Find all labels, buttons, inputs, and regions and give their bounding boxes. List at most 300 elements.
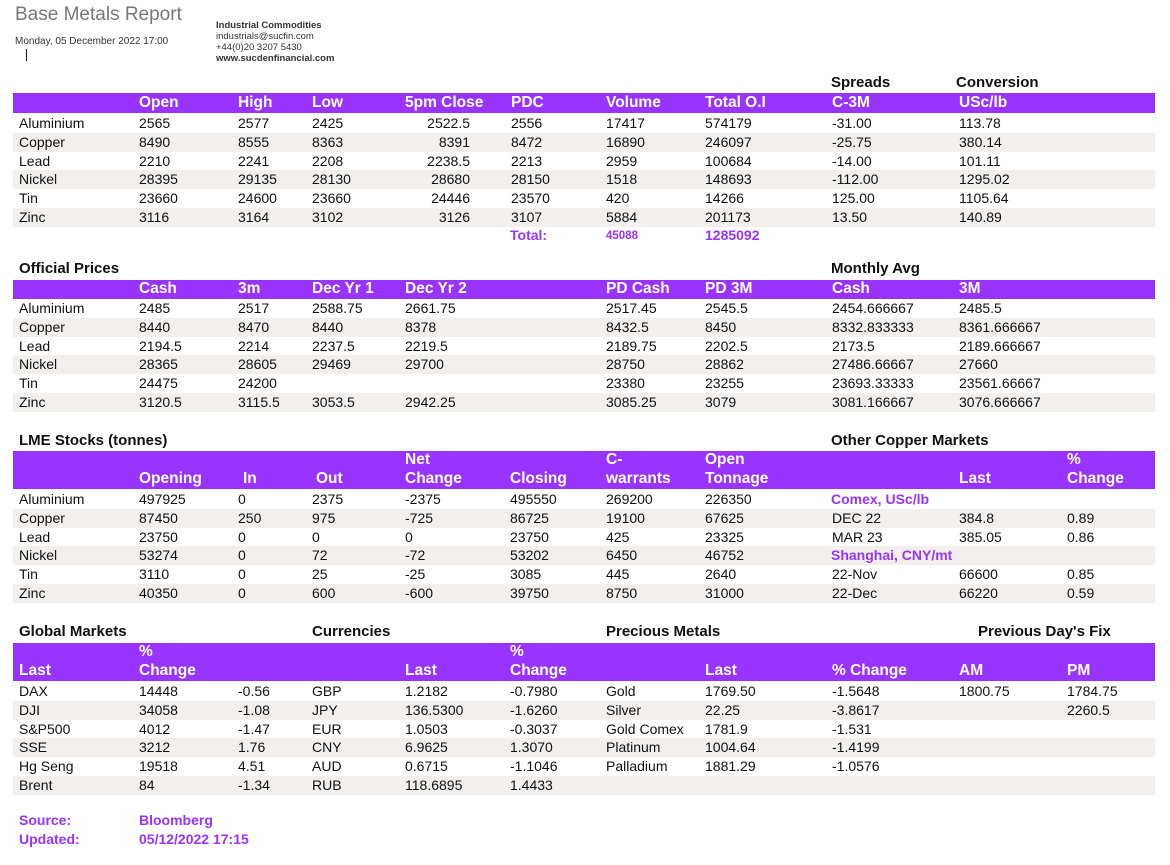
value-cell: 8440	[139, 318, 171, 335]
value-cell: 975	[312, 509, 336, 526]
value-cell: 53274	[139, 547, 178, 564]
report-datetime: Monday, 05 December 2022 17:00	[15, 36, 169, 47]
column-header: Net	[405, 451, 430, 468]
value-cell: 29700	[405, 356, 444, 373]
value-cell: 28750	[606, 356, 645, 373]
column-header: C-	[606, 451, 623, 468]
index-pct: 1.76	[238, 739, 266, 756]
value-cell: 24200	[238, 375, 277, 392]
global-header-bar	[13, 643, 1155, 681]
monthly-avg-label: Monthly Avg	[831, 260, 920, 277]
value-cell: 31000	[705, 585, 744, 601]
contact-email[interactable]: industrials@sucfin.com	[216, 31, 314, 42]
metal-row	[13, 490, 1155, 509]
pct-change: 0.86	[1067, 528, 1095, 545]
other-copper-title: Other Copper Markets	[831, 432, 989, 449]
column-header: PDC	[511, 94, 544, 111]
value-cell: 2194.5	[139, 337, 182, 354]
precious-metals-title: Precious Metals	[606, 623, 721, 640]
column-header: 3m	[238, 280, 261, 297]
value-cell: 46752	[705, 547, 744, 564]
page-title: Base Metals Report	[15, 4, 182, 25]
value-cell: 23380	[606, 375, 645, 392]
metal-name: Lead	[19, 528, 51, 545]
value-cell: 600	[312, 585, 336, 601]
metal-name: Zinc	[19, 209, 46, 225]
column-header: %	[510, 643, 524, 660]
value-cell: 8472	[511, 133, 543, 150]
value-cell: 2517	[238, 300, 270, 316]
prices-header-bar	[13, 93, 1155, 113]
value-cell: 100684	[705, 152, 752, 169]
value-cell: 3120.5	[139, 394, 182, 410]
currency-last: 118.6895	[405, 777, 463, 793]
value-cell: 2942.25	[405, 394, 456, 410]
metal-row	[13, 299, 1155, 318]
value-cell: 3164	[238, 209, 270, 225]
value-cell: 2202.5	[705, 337, 748, 354]
metal-row	[13, 509, 1155, 528]
value-cell: 2517.45	[606, 300, 657, 316]
column-header: AM	[959, 662, 984, 679]
value-cell: 23660	[139, 190, 178, 207]
metal-pct: -1.531	[832, 720, 872, 737]
column-header: Last	[705, 662, 737, 679]
metal-row	[13, 208, 1155, 227]
pct-change: 0.89	[1067, 509, 1095, 526]
metal-name: Silver	[606, 701, 642, 718]
value-cell: 25	[312, 566, 328, 583]
value-cell: 87450	[139, 509, 178, 526]
source-label: Source:	[19, 812, 72, 828]
value-cell: 113.78	[959, 115, 1001, 131]
value-cell: 3085	[510, 566, 542, 583]
value-cell: 24475	[139, 375, 178, 392]
value-cell: 2425	[312, 115, 344, 131]
column-header: PD Cash	[606, 280, 670, 297]
currency-pct: -0.3037	[510, 720, 558, 737]
metal-row	[13, 374, 1155, 393]
last-value: 384.8	[959, 509, 995, 526]
column-header: Change	[139, 662, 196, 679]
metal-name: Copper	[19, 509, 65, 526]
metal-row	[13, 152, 1155, 171]
value-cell: 8490	[139, 133, 171, 150]
value-cell: -600	[405, 585, 434, 601]
value-cell: 2219.5	[405, 337, 448, 354]
metal-last: 1004.64	[705, 739, 756, 756]
metal-name: Zinc	[19, 585, 46, 601]
value-cell: -112.00	[832, 171, 879, 188]
contact-web[interactable]: www.sucdenfinancial.com	[216, 53, 335, 64]
value-cell: 29469	[312, 356, 351, 373]
value-cell: 28130	[312, 171, 351, 188]
value-cell: 86725	[510, 509, 549, 526]
value-cell: 16890	[606, 133, 645, 150]
market-row	[13, 701, 1155, 720]
currency-name: EUR	[312, 720, 342, 737]
metal-row	[13, 170, 1155, 189]
currency-last: 1.2182	[405, 683, 448, 699]
global-markets-title: Global Markets	[19, 623, 127, 640]
pct-change: 0.85	[1067, 566, 1095, 583]
market-row	[13, 738, 1155, 757]
value-cell: 3053.5	[312, 394, 355, 410]
metal-name: Nickel	[19, 356, 58, 373]
value-cell: 27660	[959, 356, 998, 373]
metal-name: Aluminium	[19, 491, 85, 507]
close-value: 2238.5	[427, 152, 470, 169]
value-cell: 27486.66667	[832, 356, 914, 373]
metal-row	[13, 393, 1155, 412]
value-cell: 13.50	[832, 209, 868, 225]
value-cell: 0	[238, 585, 246, 601]
last-value: 66220	[959, 585, 998, 601]
contract-name: DEC 22	[832, 509, 882, 526]
column-header: Change	[510, 662, 567, 679]
metal-name: Copper	[19, 133, 65, 150]
currency-name: CNY	[312, 739, 342, 756]
column-header: % Change	[832, 662, 907, 679]
index-pct: 4.51	[238, 758, 266, 775]
currency-pct: -1.1046	[510, 758, 558, 775]
fix-am: 1800.75	[959, 683, 1010, 699]
value-cell: 72	[312, 547, 328, 564]
value-cell: 3102	[312, 209, 344, 225]
metal-row	[13, 133, 1155, 152]
value-cell: 420	[606, 190, 630, 207]
value-cell: 101.11	[959, 152, 1001, 169]
index-last: 34058	[139, 701, 178, 718]
market-label: Shanghai, CNY/mt	[831, 547, 953, 564]
value-cell: 5884	[606, 209, 638, 225]
index-last: 3212	[139, 739, 171, 756]
value-cell: 2237.5	[312, 337, 355, 354]
metal-row	[13, 318, 1155, 337]
metal-row	[13, 189, 1155, 208]
close-value: 24446	[431, 190, 470, 207]
currency-pct: -0.7980	[510, 683, 558, 699]
value-cell: 8378	[405, 318, 437, 335]
metal-name: Nickel	[19, 171, 58, 188]
currency-last: 0.6715	[405, 758, 448, 775]
value-cell: 3110	[139, 566, 170, 583]
value-cell: 2210	[139, 152, 171, 169]
value-cell: 28365	[139, 356, 178, 373]
metal-name: Lead	[19, 152, 51, 169]
column-header: Change	[1067, 470, 1124, 487]
market-label: Comex, USc/lb	[831, 491, 930, 507]
metal-name: Nickel	[19, 547, 58, 564]
value-cell: 125.00	[832, 190, 875, 207]
value-cell: 23660	[312, 190, 351, 207]
value-cell: 3081.166667	[832, 394, 914, 410]
column-header: High	[238, 94, 273, 111]
metal-last: 1769.50	[705, 683, 756, 699]
metal-last: 22.25	[705, 701, 741, 718]
value-cell: 2485	[139, 300, 171, 316]
value-cell: 8555	[238, 133, 270, 150]
column-header: Low	[312, 94, 343, 111]
index-name: S&P500	[19, 720, 71, 737]
value-cell: 0	[312, 528, 320, 545]
contact-block	[216, 20, 334, 64]
currency-last: 6.9625	[405, 739, 448, 756]
value-cell: -2375	[405, 491, 441, 507]
metal-row	[13, 546, 1155, 565]
value-cell: 14266	[705, 190, 744, 207]
updated-value: 05/12/2022 17:15	[139, 831, 249, 847]
metal-name: Tin	[19, 566, 38, 583]
lme-stocks-title: LME Stocks (tonnes)	[19, 432, 168, 449]
metal-pct: -1.5648	[832, 683, 880, 699]
value-cell: 8361.666667	[959, 318, 1041, 335]
value-cell: 425	[606, 528, 630, 545]
index-last: 14448	[139, 683, 178, 699]
index-last: 4012	[139, 720, 171, 737]
metal-pct: -3.8617	[832, 701, 880, 718]
column-header: Dec Yr 1	[312, 280, 374, 297]
metal-last: 1781.9	[705, 720, 748, 737]
fix-pm: 2260.5	[1067, 701, 1110, 718]
index-name: DAX	[19, 683, 48, 699]
value-cell: 19100	[606, 509, 645, 526]
currency-name: AUD	[312, 758, 342, 775]
column-header: Cash	[139, 280, 177, 297]
value-cell: 2189.75	[606, 337, 657, 354]
currency-name: GBP	[312, 683, 342, 699]
fix-pm: 1784.75	[1067, 683, 1118, 699]
index-name: Hg Seng	[19, 758, 74, 775]
market-row	[13, 776, 1155, 795]
stocks-header-bar	[13, 451, 1155, 489]
value-cell: 24600	[238, 190, 277, 207]
value-cell: 495550	[510, 491, 557, 507]
close-value: 8391	[438, 133, 470, 150]
index-last: 84	[139, 777, 155, 793]
value-cell: 201173	[705, 209, 751, 225]
value-cell: 40350	[139, 585, 178, 601]
value-cell: 0	[238, 491, 246, 507]
value-cell: -72	[405, 547, 426, 564]
value-cell: 2375	[312, 491, 344, 507]
currency-pct: 1.3070	[510, 739, 553, 756]
value-cell: 23570	[511, 190, 550, 207]
contract-name: 22-Nov	[832, 566, 878, 583]
column-header: USc/lb	[959, 94, 1008, 111]
last-value: 385.05	[959, 528, 1002, 545]
value-cell: 2214	[238, 337, 270, 354]
value-cell: 2959	[606, 152, 638, 169]
value-cell: 8332.833333	[832, 318, 914, 335]
column-header: Open	[139, 94, 179, 111]
metal-name: Platinum	[606, 739, 661, 756]
metal-name: Palladium	[606, 758, 668, 775]
value-cell: 1105.64	[959, 190, 1009, 207]
value-cell: 6450	[606, 547, 638, 564]
value-cell: 2485.5	[959, 300, 1002, 316]
value-cell: 8432.5	[606, 318, 649, 335]
metal-name: Gold	[606, 683, 636, 699]
metal-pct: -1.4199	[832, 739, 880, 756]
value-cell: 8750	[606, 585, 638, 601]
value-cell: 28395	[139, 171, 178, 188]
close-value: 28680	[431, 171, 470, 188]
value-cell: 2545.5	[705, 300, 748, 316]
value-cell: 29135	[238, 171, 277, 188]
value-cell: 226350	[705, 491, 752, 507]
market-row	[13, 757, 1155, 776]
value-cell: 8440	[312, 318, 344, 335]
value-cell: 148693	[705, 171, 752, 188]
metal-last: 1881.29	[705, 758, 756, 775]
value-cell: 8450	[705, 318, 737, 335]
value-cell: 2454.666667	[832, 300, 914, 316]
value-cell: 140.89	[959, 209, 1002, 225]
value-cell: 250	[238, 509, 262, 526]
metal-row	[13, 114, 1155, 133]
column-header: warrants	[606, 470, 671, 487]
metal-name: Tin	[19, 190, 38, 207]
column-header: Dec Yr 2	[405, 280, 467, 297]
value-cell: 2577	[238, 115, 270, 131]
currency-name: JPY	[312, 701, 338, 718]
value-cell: 0	[238, 528, 246, 545]
currency-last: 1.0503	[405, 720, 448, 737]
index-pct: -0.56	[238, 683, 270, 699]
metal-name: Gold Comex	[606, 720, 684, 737]
metal-name: Zinc	[19, 394, 46, 410]
value-cell: 28150	[511, 171, 550, 188]
index-pct: -1.08	[238, 701, 270, 718]
metal-name: Copper	[19, 318, 65, 335]
total-open-interest: 1285092	[705, 227, 760, 243]
value-cell: 0	[238, 547, 246, 564]
value-cell: 17417	[606, 115, 645, 131]
value-cell: 23693.33333	[832, 375, 914, 392]
value-cell: 3107	[511, 209, 543, 225]
value-cell: 3116	[139, 209, 170, 225]
column-header: PM	[1067, 662, 1091, 679]
value-cell: 269200	[606, 491, 653, 507]
value-cell: 1295.02	[959, 171, 1010, 188]
value-cell: 8363	[312, 133, 344, 150]
value-cell: 2588.75	[312, 300, 363, 316]
value-cell: 2241	[238, 152, 270, 169]
value-cell: 3115.5	[238, 394, 280, 410]
total-label: Total:	[510, 227, 548, 243]
currency-name: RUB	[312, 777, 342, 793]
close-value: 2522.5	[427, 115, 470, 131]
value-cell: 3079	[705, 394, 737, 410]
column-header: Change	[405, 470, 462, 487]
metal-row	[13, 565, 1155, 584]
value-cell: 2565	[139, 115, 171, 131]
index-name: Brent	[19, 777, 53, 793]
value-cell: 28605	[238, 356, 277, 373]
currency-last: 136.5300	[405, 701, 464, 718]
value-cell: 23750	[139, 528, 178, 545]
value-cell: 53202	[510, 547, 549, 564]
value-cell: -725	[405, 509, 434, 526]
value-cell: 3076.666667	[959, 394, 1041, 410]
currency-pct: 1.4433	[510, 777, 553, 793]
index-pct: -1.47	[238, 720, 270, 737]
last-value: 66600	[959, 566, 998, 583]
column-header: Closing	[510, 470, 567, 487]
value-cell: 23750	[510, 528, 549, 545]
value-cell: -14.00	[832, 152, 872, 169]
metal-row	[13, 584, 1155, 603]
market-row	[13, 720, 1155, 739]
value-cell: 2208	[312, 152, 344, 169]
metal-row	[13, 337, 1155, 356]
value-cell: 246097	[705, 133, 752, 150]
column-header: In	[243, 470, 257, 487]
column-header: Last	[959, 470, 991, 487]
value-cell: 23325	[705, 528, 744, 545]
column-header: 3M	[959, 280, 981, 297]
total-volume: 45088	[606, 230, 638, 242]
value-cell: 380.14	[959, 133, 1002, 150]
contact-phone: +44(0)20 3207 5430	[216, 42, 302, 53]
metal-name: Lead	[19, 337, 51, 354]
currency-pct: -1.6260	[510, 701, 558, 718]
metal-name: Tin	[19, 375, 38, 392]
conversion-label: Conversion	[956, 74, 1039, 91]
metal-name: Aluminium	[19, 115, 85, 131]
value-cell: 497925	[139, 491, 186, 507]
value-cell: 1518	[606, 171, 638, 188]
value-cell: 3085.25	[606, 394, 657, 410]
index-name: DJI	[19, 701, 40, 718]
index-name: SSE	[19, 739, 48, 756]
official-header-bar	[13, 280, 1155, 299]
value-cell: 0	[405, 528, 413, 545]
official-prices-title: Official Prices	[19, 260, 120, 277]
column-header: Out	[316, 470, 343, 487]
value-cell: 445	[606, 566, 630, 583]
index-pct: -1.34	[238, 777, 270, 793]
column-header: Volume	[606, 94, 661, 111]
index-last: 19518	[139, 758, 178, 775]
close-value: 3126	[438, 209, 470, 225]
column-header: Last	[19, 662, 51, 679]
market-row	[13, 682, 1155, 701]
value-cell: -25.75	[832, 133, 872, 150]
pct-change: 0.59	[1067, 585, 1095, 601]
column-header: Open	[705, 451, 745, 468]
value-cell: 8470	[238, 318, 270, 335]
header-5pm-close: 5pm Close	[405, 94, 484, 111]
column-header: PD 3M	[705, 280, 753, 297]
value-cell: 2189.666667	[959, 337, 1041, 354]
value-cell: 2556	[511, 115, 543, 131]
value-cell: 0	[238, 566, 246, 583]
column-header: Opening	[139, 470, 202, 487]
updated-label: Updated:	[19, 831, 80, 847]
value-cell: 23255	[705, 375, 744, 392]
column-header: Tonnage	[705, 470, 769, 487]
text-cursor	[26, 49, 27, 61]
column-header: C-3M	[832, 94, 870, 111]
metal-row	[13, 528, 1155, 547]
metal-row	[13, 355, 1155, 374]
value-cell: -31.00	[832, 115, 872, 131]
value-cell: -25	[405, 566, 426, 583]
contract-name: MAR 23	[832, 528, 883, 545]
value-cell: 2213	[511, 152, 543, 169]
